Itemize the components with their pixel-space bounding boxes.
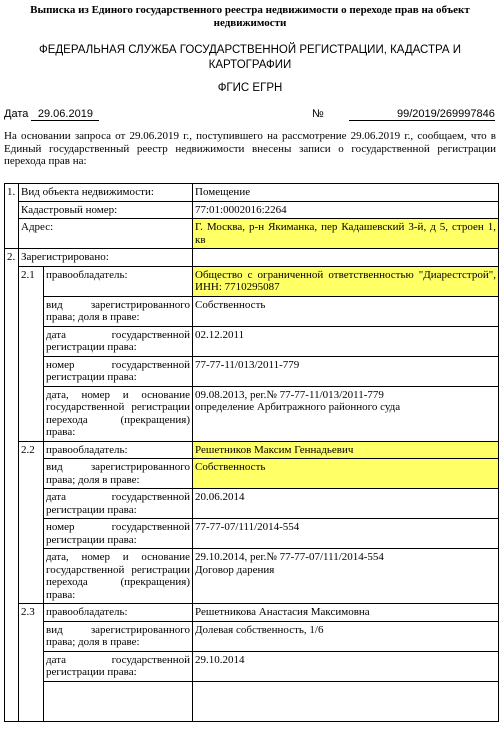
table-row xyxy=(5,201,499,219)
basis-line: 09.08.2013, рег.№ 77-77-11/013/2011-779 xyxy=(195,388,384,401)
object-type-value: Помещение xyxy=(193,184,499,202)
field-label: дата государственной регистрации права: xyxy=(44,489,193,519)
field-label: вид зарегистрированного права; доля в праве: xyxy=(44,621,193,651)
reg-number-value: 77-77-11/013/2011-779 xyxy=(193,356,499,386)
table-row xyxy=(5,651,499,681)
table-row xyxy=(5,459,499,489)
field-label: Адрес: xyxy=(19,219,193,249)
field-label: правообладатель: xyxy=(44,266,193,296)
right-type-value: Собственность xyxy=(193,296,499,326)
holder-value: Решетников Максим Геннадьевич xyxy=(193,441,499,459)
table-row xyxy=(5,184,499,202)
empty-cell xyxy=(44,681,193,721)
empty-cell xyxy=(193,249,499,267)
rights-table xyxy=(4,183,499,722)
system-name: ФГИС ЕГРН xyxy=(217,82,283,94)
table-row xyxy=(5,326,499,356)
field-label: дата, номер и основание государственной регистрации перехода (прекращения) права: xyxy=(44,386,193,441)
table-row xyxy=(5,356,499,386)
table-row xyxy=(5,386,499,441)
basis-value xyxy=(193,386,499,441)
field-label: номер государственной регистрации права: xyxy=(44,519,193,549)
table-row xyxy=(5,681,499,721)
date-line xyxy=(4,108,99,121)
section-number: 1. xyxy=(5,184,19,249)
reg-date-value: 20.06.2014 xyxy=(193,489,499,519)
holder-value: Решетникова Анастасия Максимовна xyxy=(193,604,499,622)
field-label: Зарегистрировано: xyxy=(19,249,193,267)
field-label: Кадастровый номер: xyxy=(19,201,193,219)
table-row xyxy=(5,219,499,249)
table-row xyxy=(5,489,499,519)
entry-number: 2.3 xyxy=(19,604,44,722)
address-value: Г. Москва, р-н Якиманка, пер Кадашевский 3-й, д 5, строен 1, кв xyxy=(193,219,499,249)
table-row xyxy=(5,519,499,549)
number-line xyxy=(312,108,496,121)
section-number: 2. xyxy=(5,249,19,722)
table-row xyxy=(5,604,499,622)
field-label: правообладатель: xyxy=(44,441,193,459)
basis-line: Договор дарения xyxy=(195,563,275,576)
number-label: № xyxy=(312,108,324,120)
date-label: Дата xyxy=(4,108,29,120)
field-label: Вид объекта недвижимости: xyxy=(19,184,193,202)
field-label: вид зарегистрированного права; доля в праве: xyxy=(44,459,193,489)
table-row xyxy=(5,621,499,651)
date-value: 29.06.2019 xyxy=(31,108,99,121)
field-label: дата, номер и основание государственной регистрации перехода (прекращения) права: xyxy=(44,549,193,604)
basis-line: определение Арбитражного районного суда xyxy=(195,401,401,413)
right-type-value: Собственность xyxy=(193,459,499,489)
entry-number: 2.1 xyxy=(19,266,44,441)
cadastral-number-value: 77:01:0002016:2264 xyxy=(193,201,499,219)
field-label: вид зарегистрированного права; доля в праве: xyxy=(44,296,193,326)
reg-number-value: 77-77-07/111/2014-554 xyxy=(193,519,499,549)
table-row xyxy=(5,441,499,459)
basis-value xyxy=(193,549,499,604)
field-label: правообладатель: xyxy=(44,604,193,622)
table-row xyxy=(5,266,499,296)
document-title: Выписка из Единого государственного реестра недвижимости о переходе прав на объект недвижимости xyxy=(30,4,470,29)
holder-value: Общество с ограниченной ответственностью "Диарестстрой", ИНН: 7710295087 xyxy=(193,266,499,296)
reg-date-value: 02.12.2011 xyxy=(193,326,499,356)
agency-name: ФЕДЕРАЛЬНАЯ СЛУЖБА ГОСУДАРСТВЕННОЙ РЕГИСТРАЦИИ, КАДАСТРА И КАРТОГРАФИИ xyxy=(38,44,462,71)
intro-paragraph: На основании запроса от 29.06.2019 г., поступившего на рассмотрение 29.06.2019 г., сообщаем, что в Единый государственный реестр недвижимости внесены записи о государственной регистрации перехода прав на: xyxy=(4,130,496,167)
field-label: номер государственной регистрации права: xyxy=(44,356,193,386)
table-row xyxy=(5,296,499,326)
field-label: дата государственной регистрации права: xyxy=(44,651,193,681)
number-value: 99/2019/269997846 xyxy=(349,108,495,121)
field-label: дата государственной регистрации права: xyxy=(44,326,193,356)
empty-cell xyxy=(193,681,499,721)
reg-date-value: 29.10.2014 xyxy=(193,651,499,681)
table-row xyxy=(5,549,499,604)
table-row xyxy=(5,249,499,267)
basis-line: 29.10.2014, рег.№ 77-77-07/111/2014-554 xyxy=(195,551,384,563)
entry-number: 2.2 xyxy=(19,441,44,604)
right-type-value: Долевая собственность, 1/6 xyxy=(193,621,499,651)
